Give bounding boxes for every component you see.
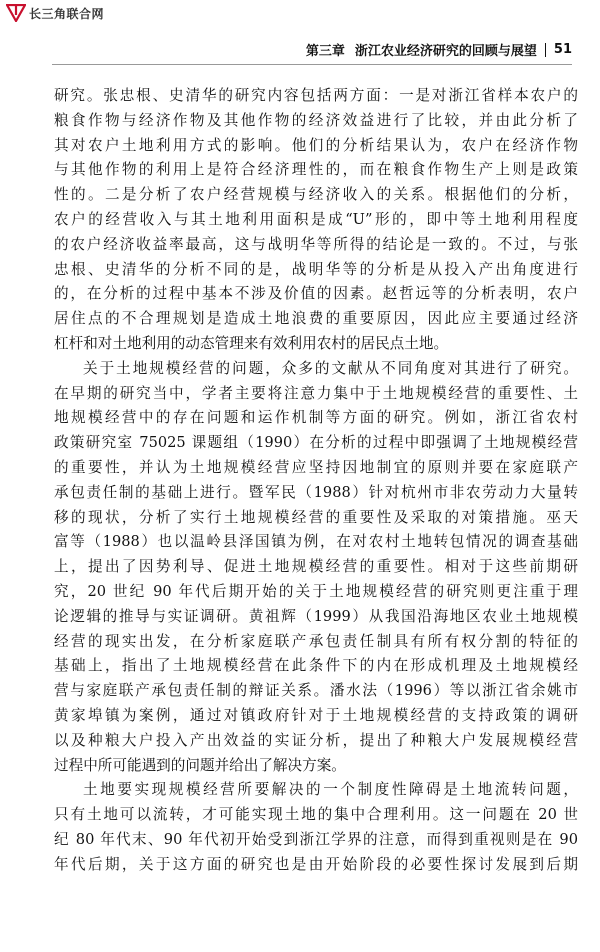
header-separator	[545, 43, 546, 57]
paragraph-3	[54, 778, 578, 877]
text-line: 的，在分析的过程中基本不涉及价值的因素。赵哲远等的分析表明，农户	[54, 285, 578, 303]
text-line: 承包责任制的基础上进行。暨军民（1988）针对杭州市非农劳动力大量转	[54, 483, 578, 501]
text-line: 究，20 世纪 90 年代后期开始的关于土地规模经营的研究则更注重于理	[54, 582, 578, 600]
body-text	[54, 84, 578, 878]
triangle-mark-icon	[6, 4, 26, 22]
text-line: 的农户经济收益率最高，这与战明华等所得的结论是一致的。不过，与张	[54, 235, 578, 253]
text-line: 在早期的研究当中，学者主要将注意力集中于土地规模经营的重要性、土	[54, 384, 578, 402]
paragraph-1	[54, 84, 578, 357]
text-line: 移的现状，分析了实行土地规模经营的重要性及采取的对策措施。巫天	[54, 508, 578, 526]
text-line: 性的。二是分析了农户经营规模与经济收入的关系。根据他们的分析，	[54, 186, 578, 204]
chapter-label: 第三章	[305, 44, 345, 59]
text-line: 的重要性，并认为土地规模经营应坚持因地制宜的原则并要在家庭联产	[54, 458, 578, 476]
text-line: 纪 80 年代末、90 年代初开始受到浙江学界的注意，而得到重视则是在 90	[54, 830, 578, 848]
text-line: 居住点的不合理规划是造成土地浪费的重要原因，因此应主要通过经济	[54, 310, 578, 328]
header-rule	[52, 64, 572, 65]
site-name: 长三角联合网	[29, 6, 105, 21]
page-number: 51	[553, 42, 572, 57]
text-line: 富等（1988）也以温岭县泽国镇为例，在对农村土地转包情况的调查基础	[54, 533, 578, 551]
text-line: 粮食作物与经济作物及其他作物的经济效益进行了比较，并由此分析了	[54, 111, 578, 129]
text-line: 杠杆和对土地利用的动态管理来有效利用农村的居民点土地。	[54, 334, 449, 352]
text-line: 营与家庭联产承包责任制的辩证关系。潘水法（1996）等以浙江省余姚市	[54, 682, 578, 700]
text-line: 研究。张忠根、史清华的研究内容包括两方面：一是对浙江省样本农户的	[54, 87, 578, 104]
text-line: 过程中所可能遇到的问题并给出了解决方案。	[54, 756, 346, 774]
text-line: 土地要实现规模经营所要解决的一个制度性障碍是土地流转问题，	[83, 781, 578, 799]
chapter-title: 浙江农业经济研究的回顾与展望	[354, 44, 537, 59]
paragraph-2	[54, 357, 578, 779]
text-line: 以及种粮大户投入产出效益的实证分析，提出了种粮大户发展规模经营	[54, 731, 578, 749]
text-line: 上，提出了因势利导、促进土地规模经营的重要性。相对于这些前期研	[54, 558, 578, 576]
site-logo	[6, 4, 104, 22]
text-line: 黄家埠镇为案例，通过对镇政府针对于土地规模经营的支持政策的调研	[54, 706, 578, 724]
text-line: 经营的现实出发，在分析家庭联产承包责任制具有所有权分割的特征的	[54, 632, 578, 650]
text-line: 关于土地规模经营的问题，众多的文献从不同角度对其进行了研究。	[83, 359, 578, 377]
text-line: 其对农户土地利用方式的影响。他们的分析结果认为，农户在经济作物	[54, 136, 578, 154]
text-line: 论逻辑的推导与实证调研。黄祖辉（1999）从我国沿海地区农业土地规模	[54, 607, 578, 625]
text-line: 忠根、史清华的分析不同的是，战明华等的分析是从投入产出角度进行	[54, 260, 578, 278]
text-line: 基础上，指出了土地规模经营在此条件下的内在形成机理及土地规模经	[54, 657, 578, 675]
text-line: 只有土地可以流转，才可能实现土地的集中合理利用。这一问题在 20 世	[54, 806, 578, 824]
running-header	[306, 40, 572, 59]
text-line: 与其他作物的利用上是符合经济理性的，而在粮食作物生产上则是政策	[54, 161, 578, 179]
text-line: 地规模经营中的存在问题和运作机制等方面的研究。例如，浙江省农村	[54, 409, 578, 427]
text-line: 农户的经营收入与其土地利用面积是成“U”形的，即中等土地利用程度	[54, 210, 578, 228]
text-line: 政策研究室 75025 课题组（1990）在分析的过程中即强调了土地规模经营	[54, 434, 578, 452]
text-line: 年代后期，关于这方面的研究也是由开始阶段的必要性探讨发展到后期	[54, 855, 578, 873]
